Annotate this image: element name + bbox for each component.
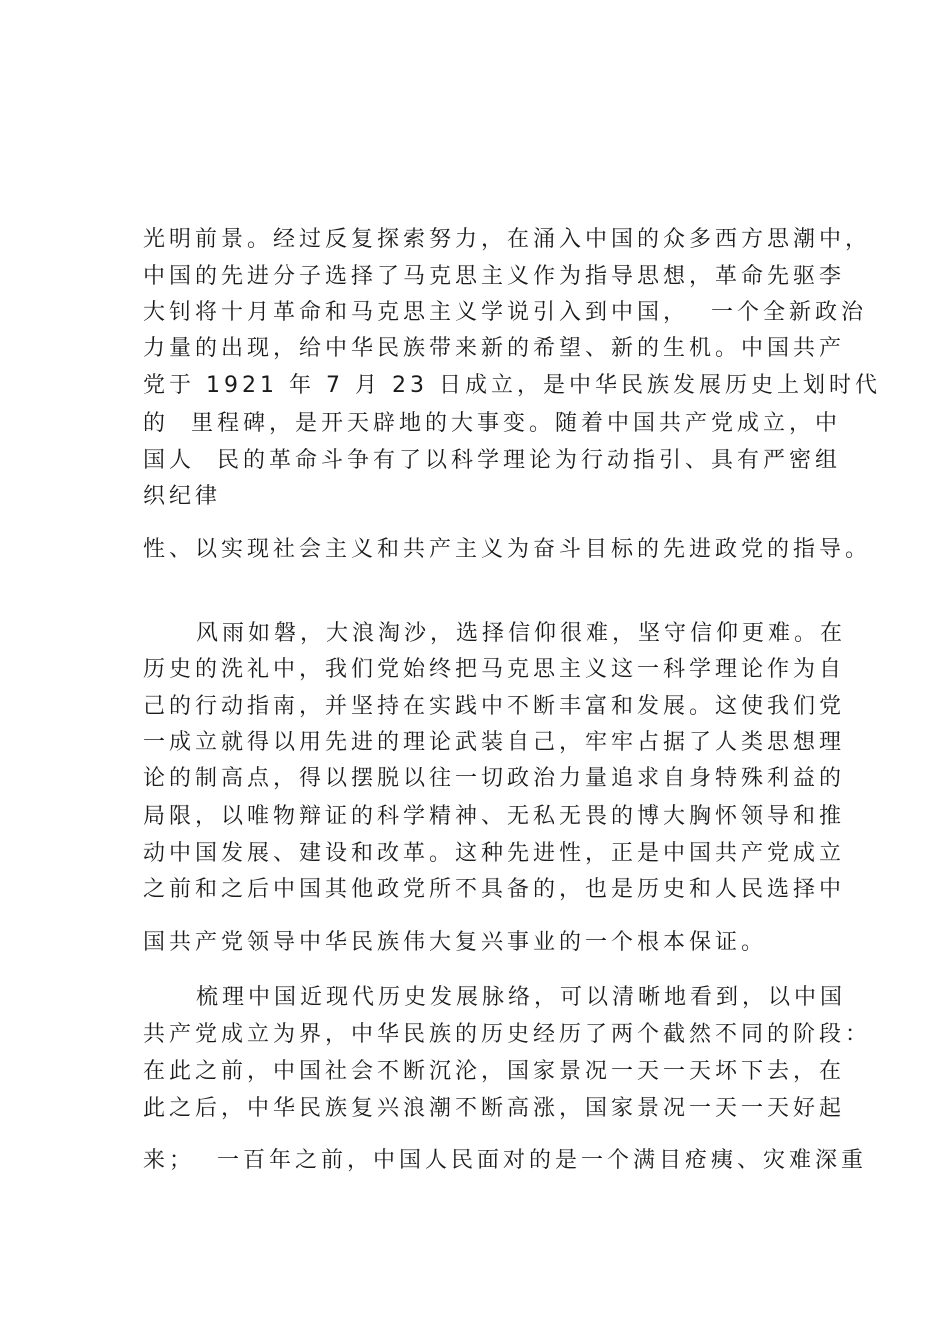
text-line: 国共产党领导中华民族伟大复兴事业的一个根本保证。 (143, 930, 768, 955)
text-line: 的 里程碑，是开天辟地的大事变。随着中国共产党成立，中 (143, 411, 841, 436)
text-line: 党于 1921 年 7 月 23 日成立，是中华民族发展历史上划时代 (143, 373, 881, 398)
text-line: 之前和之后中国其他政党所不具备的，也是历史和人民选择中 (143, 877, 846, 902)
text-line: 性、以实现社会主义和共产主义为奋斗目标的先进政党的指导。 (143, 537, 872, 562)
text-line: 力量的出现，给中华民族带来新的希望、新的生机。中国共产 (143, 336, 846, 361)
text-line: 共产党成立为界，中华民族的历史经历了两个截然不同的阶段： (143, 1022, 872, 1047)
text-line: 一成立就得以用先进的理论武装自己，牢牢占据了人类思想理 (143, 730, 846, 755)
text-line: 己的行动指南，并坚持在实践中不断丰富和发展。这使我们党 (143, 694, 846, 719)
text-line: 大钊将十月革命和马克思主义学说引入到中国， 一个全新政治 (143, 300, 867, 325)
text-line: 历史的洗礼中，我们党始终把马克思主义这一科学理论作为自 (143, 657, 846, 682)
text-line: 风雨如磐，大浪淘沙，选择信仰很难，坚守信仰更难。在 (196, 621, 847, 646)
text-line: 中国的先进分子选择了马克思主义作为指导思想，革命先驱李 (143, 264, 846, 289)
text-line: 论的制高点，得以摆脱以往一切政治力量追求自身特殊利益的 (143, 766, 846, 791)
text-line: 来； 一百年之前，中国人民面对的是一个满目疮痍、灾难深重 (143, 1148, 867, 1173)
text-line: 动中国发展、建设和改革。这种先进性，正是中国共产党成立 (143, 841, 846, 866)
text-line: 织纪律 (143, 484, 222, 509)
text-line: 光明前景。经过反复探索努力，在涌入中国的众多西方思潮中， (143, 227, 872, 252)
text-line: 此之后，中华民族复兴浪潮不断高涨，国家景况一天一天好起 (143, 1096, 846, 1121)
text-line: 在此之前，中国社会不断沉沦，国家景况一天一天坏下去，在 (143, 1059, 846, 1084)
text-line: 梳理中国近现代历史发展脉络，可以清晰地看到，以中国 (196, 985, 847, 1010)
text-line: 国人 民的革命斗争有了以科学理论为行动指引、具有严密组 (143, 448, 841, 473)
text-line: 局限，以唯物辩证的科学精神、无私无畏的博大胸怀领导和推 (143, 804, 846, 829)
